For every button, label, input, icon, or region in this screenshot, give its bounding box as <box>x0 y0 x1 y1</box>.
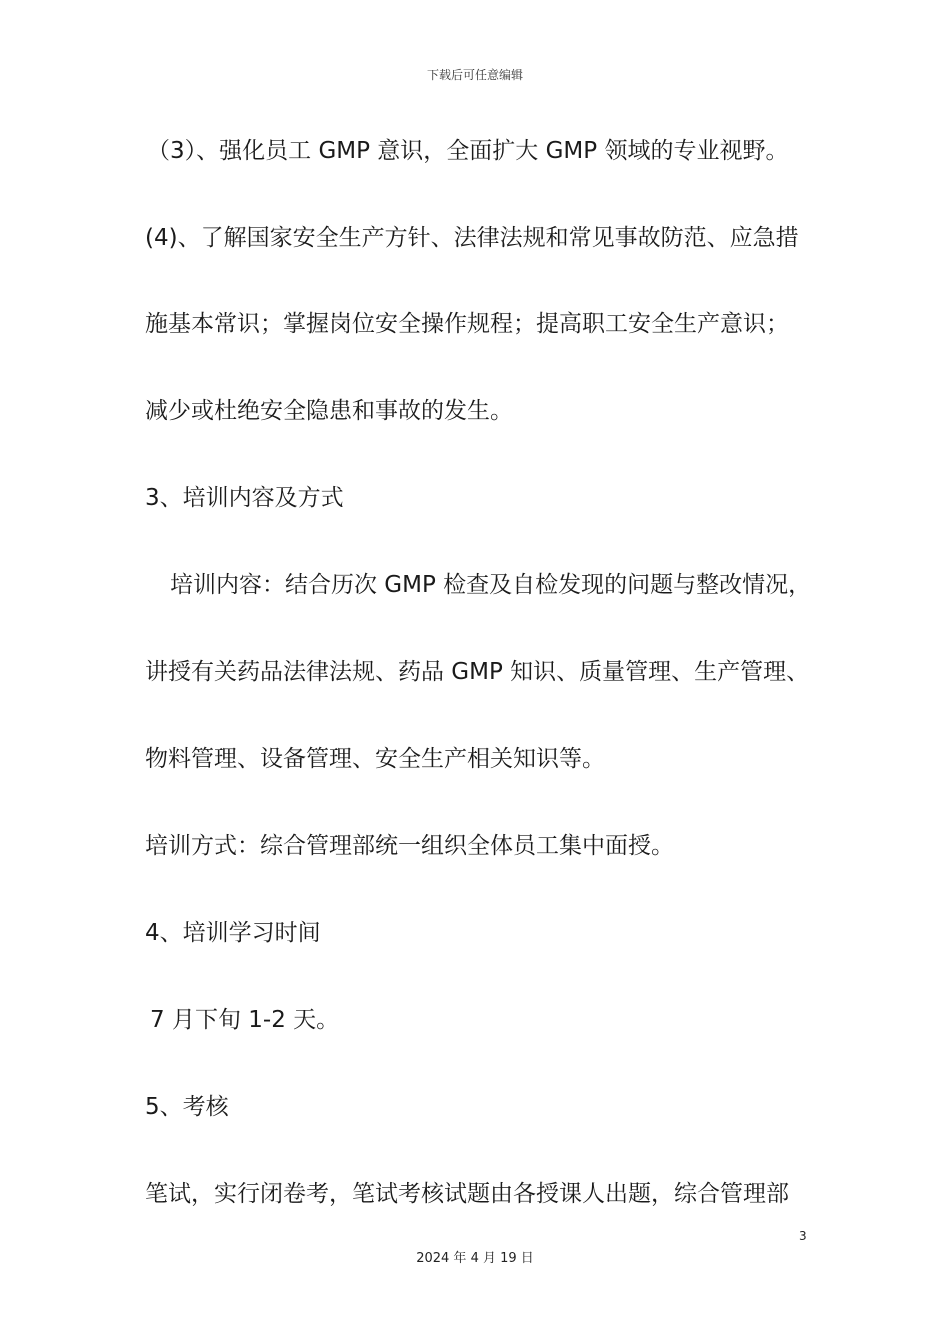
paragraph-line: 培训内容：结合历次 GMP 检查及自检发现的问题与整改情况， <box>170 572 812 598</box>
paragraph-line: (4)、了解国家安全生产方针、法律法规和常见事故防范、应急措 <box>145 225 799 251</box>
section-heading: 5、考核 <box>145 1094 229 1120</box>
paragraph-line: 减少或杜绝安全隐患和事故的发生。 <box>145 398 513 424</box>
paragraph-line: 物料管理、设备管理、安全生产相关知识等。 <box>145 746 605 772</box>
paragraph-line: （3）、强化员工 GMP 意识，全面扩大 GMP 领域的专业视野。 <box>147 138 789 164</box>
paragraph-line: 施基本常识；掌握岗位安全操作规程；提高职工安全生产意识； <box>145 311 789 337</box>
page-number: 3 <box>799 1229 807 1243</box>
paragraph-line: 笔试，实行闭卷考，笔试考核试题由各授课人出题，综合管理部 <box>145 1181 789 1207</box>
paragraph-line: 培训方式：综合管理部统一组织全体员工集中面授。 <box>145 833 674 859</box>
paragraph-line: 讲授有关药品法律法规、药品 GMP 知识、质量管理、生产管理、 <box>145 659 810 685</box>
section-heading: 4、培训学习时间 <box>145 920 321 946</box>
paragraph-line: 7 月下旬 1-2 天。 <box>150 1007 340 1033</box>
page-header-note: 下载后可任意编辑 <box>426 68 523 82</box>
section-heading: 3、培训内容及方式 <box>145 485 344 511</box>
footer-date: 2024 年 4 月 19 日 <box>416 1251 534 1266</box>
